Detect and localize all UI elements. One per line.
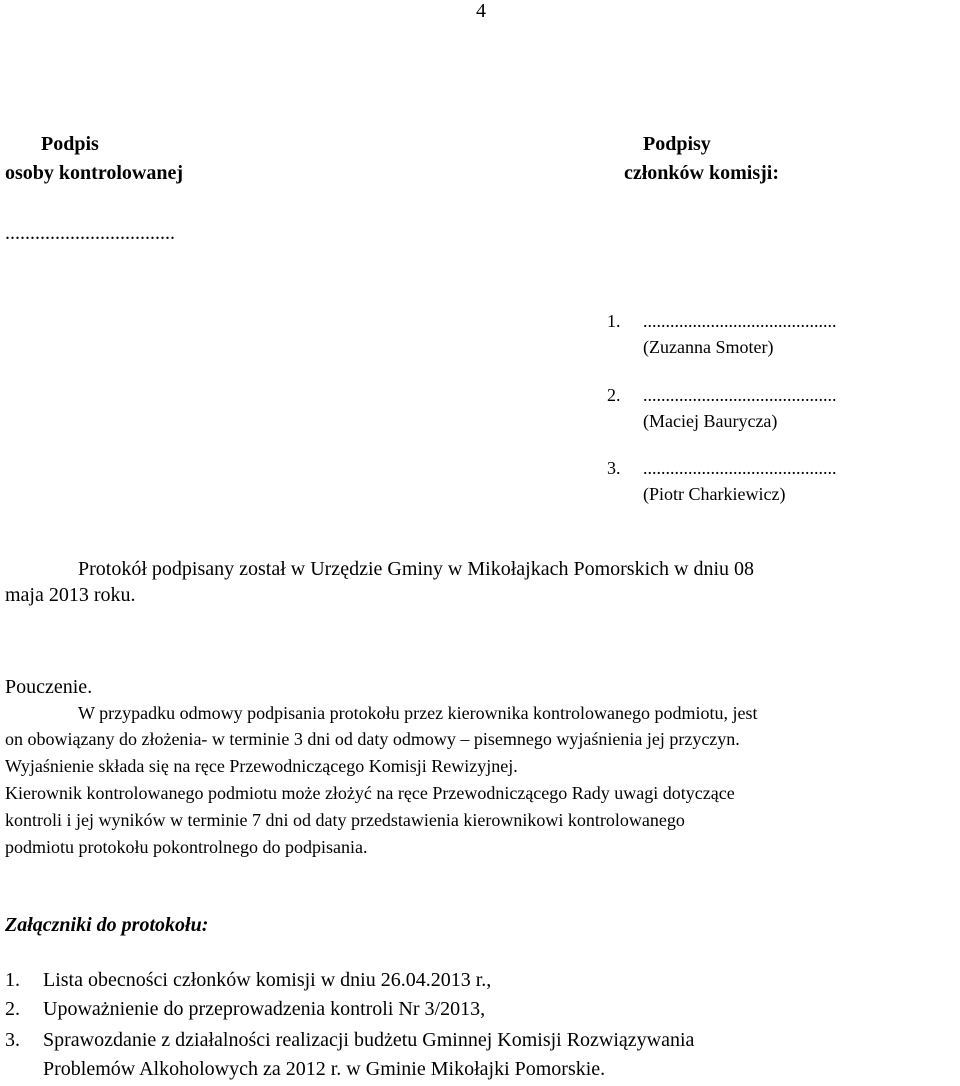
signature-right-title: Podpisy <box>643 133 711 155</box>
member-signature-line: ........................................... <box>643 458 837 478</box>
signature-right-subtitle: członków komisji: <box>624 162 779 184</box>
member-name: (Piotr Charkiewicz) <box>643 484 786 504</box>
notice-line: on obowiązany do złożenia- w terminie 3 dni od daty odmowy – pisemnego wyjaśnienia jej przyczyn. <box>5 729 740 749</box>
page-number: 4 <box>476 0 486 22</box>
notice-line: kontroli i jej wyników w terminie 7 dni od daty przedstawienia kierownikowi kontrolowanego <box>5 810 685 830</box>
member-number: 3. <box>607 458 621 478</box>
attachment-text: Sprawozdanie z działalności realizacji budżetu Gminnej Komisji Rozwiązywania <box>43 1029 695 1051</box>
member-number: 1. <box>607 311 621 331</box>
attachment-number: 1. <box>5 969 20 991</box>
notice-line: podmiotu protokołu pokontrolnego do podpisania. <box>5 837 368 857</box>
attachments-heading: Załączniki do protokołu: <box>5 914 209 936</box>
member-name: (Zuzanna Smoter) <box>643 337 774 357</box>
member-number: 2. <box>607 385 621 405</box>
attachment-text: Upoważnienie do przeprowadzenia kontroli Nr 3/2013, <box>43 998 486 1020</box>
attachment-number: 3. <box>5 1029 20 1051</box>
member-signature-line: ........................................... <box>643 385 837 405</box>
member-signature-line: ........................................... <box>643 311 837 331</box>
member-name: (Maciej Baurycza) <box>643 411 778 431</box>
signature-left-dots: .................................. <box>5 222 175 244</box>
signature-left-title: Podpis <box>41 133 99 155</box>
signature-left-subtitle: osoby kontrolowanej <box>5 162 183 184</box>
signed-statement-line1: Protokół podpisany został w Urzędzie Gminy w Mikołajkach Pomorskich w dniu 08 <box>78 558 755 580</box>
attachment-text: Lista obecności członków komisji w dniu 26.04.2013 r., <box>43 969 492 991</box>
notice-line: Kierownik kontrolowanego podmiotu może złożyć na ręce Przewodniczącego Rady uwagi dotyczące <box>5 783 735 803</box>
notice-heading: Pouczenie. <box>5 676 93 698</box>
notice-line: Wyjaśnienie składa się na ręce Przewodniczącego Komisji Rewizyjnej. <box>5 756 518 776</box>
signed-statement-line2: maja 2013 roku. <box>5 584 136 606</box>
attachment-text-continued: Problemów Alkoholowych za 2012 r. w Gminie Mikołajki Pomorskie. <box>43 1058 606 1080</box>
notice-line: W przypadku odmowy podpisania protokołu przez kierownika kontrolowanego podmiotu, jest <box>78 703 758 723</box>
attachment-number: 2. <box>5 998 20 1020</box>
